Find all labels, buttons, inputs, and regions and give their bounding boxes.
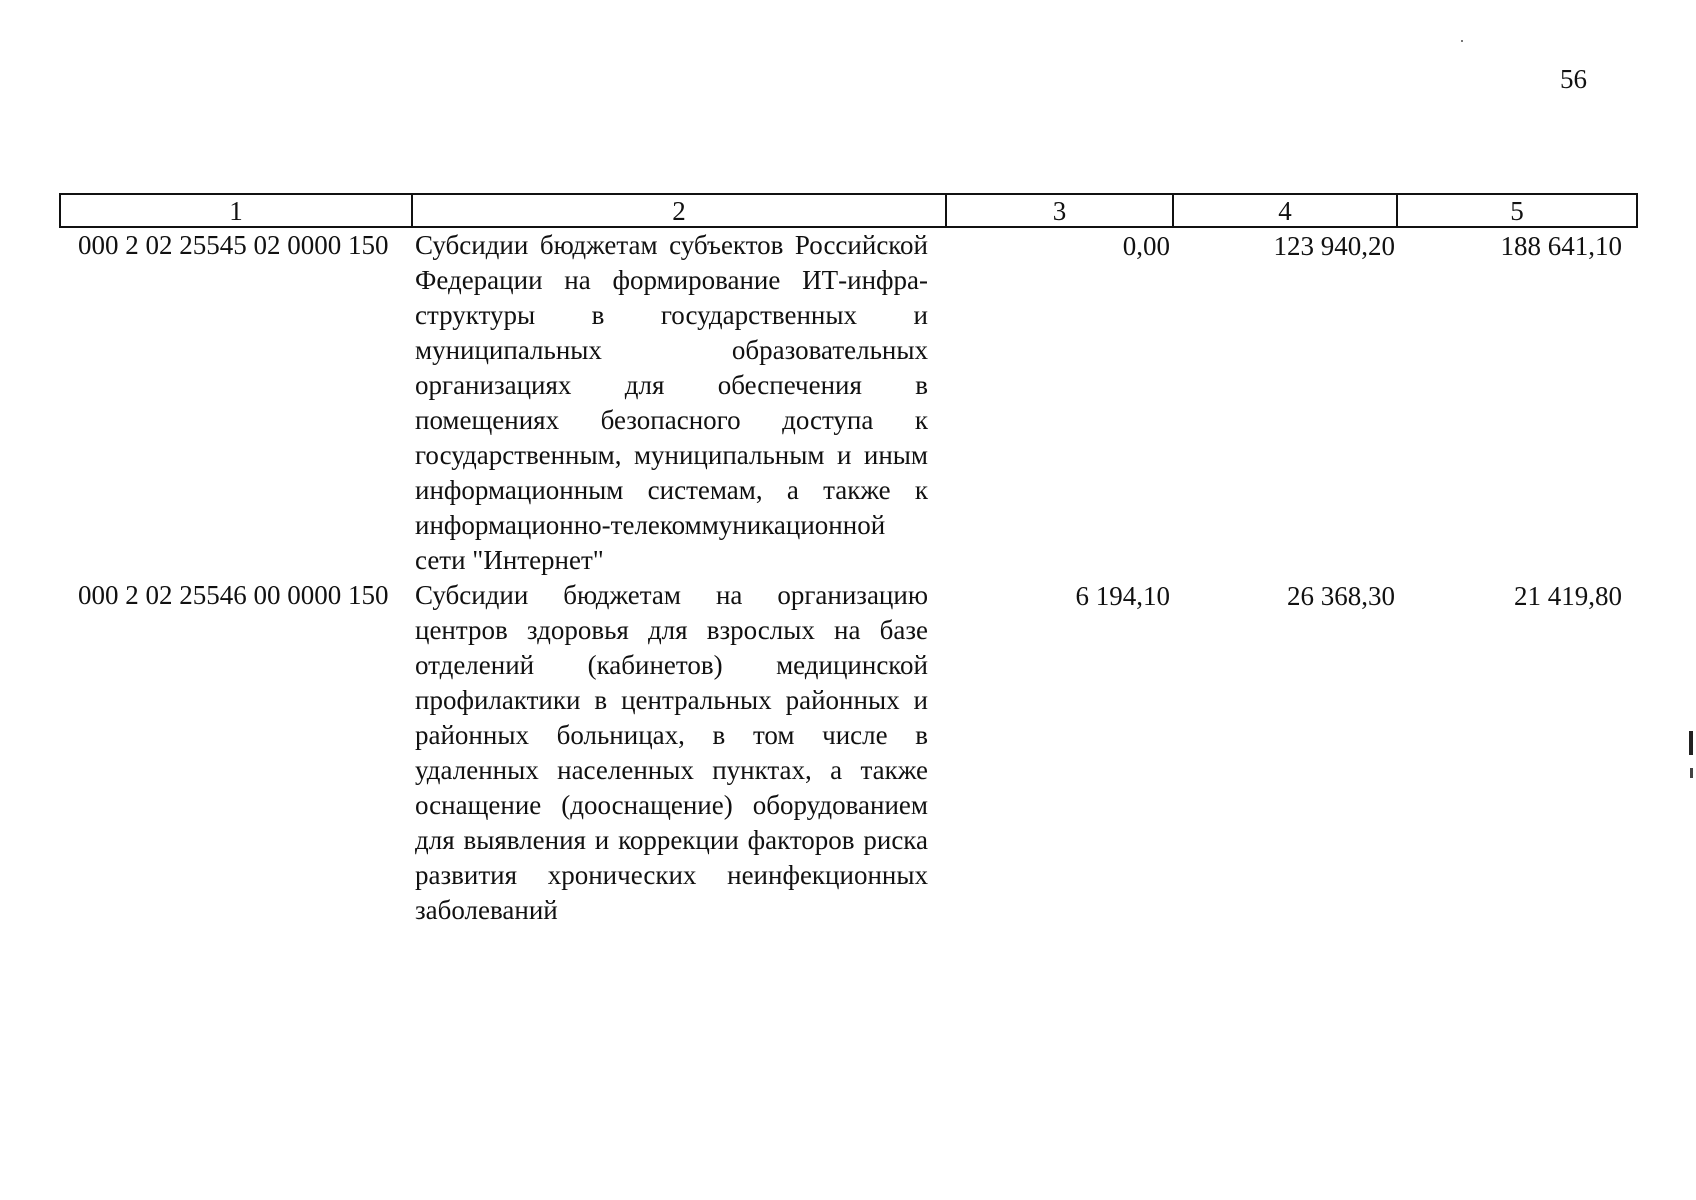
value-col3-cell: 6 194,10 <box>1075 581 1170 611</box>
column-header-2: 2 <box>412 194 946 227</box>
column-header-1: 1 <box>60 194 412 227</box>
value-col5-cell: 21 419,80 <box>1514 581 1622 611</box>
value-col5-cell: 188 641,10 <box>1500 231 1622 261</box>
value-col3-cell: 0,00 <box>1122 231 1170 261</box>
table-row <box>60 227 1637 578</box>
value-col4-cell: 26 368,30 <box>1287 581 1395 611</box>
subsidy-name-cell: Субсидии бюджетам на организацию центров здоровья для взрослых на базе отделений (кабинетов) медицинской профилактики в центральных районных и районных больницах, в том числе в удаленных населенных пунктах, а также оснащение (дооснащение) оборудованием для выявления и коррекции факторов риска развития хронических неинфекционных заболеваний <box>415 580 928 925</box>
scan-edge-mark <box>1689 731 1693 755</box>
header-row <box>60 194 1637 227</box>
budget-code-cell: 000 2 02 25545 02 0000 150 <box>78 230 389 260</box>
scan-edge-mark <box>1690 768 1693 778</box>
value-col4-cell: 123 940,20 <box>1273 231 1395 261</box>
column-header-4: 4 <box>1173 194 1397 227</box>
page-number: 56 <box>1560 64 1587 94</box>
scan-speck <box>1461 40 1463 42</box>
table-row <box>60 578 1637 928</box>
subsidy-name-cell: Субсидии бюджетам субъектов Российской Федерации на формирование ИТ-инфра-структуры в государственных и муниципальных образовательных организациях для обеспечения в помещениях безопасного доступа к государственным, муниципальным и иным информационным системам, а также к информационно-телекоммуникационной сети "Интернет" <box>415 230 928 575</box>
budget-table <box>59 193 1638 928</box>
column-header-3: 3 <box>946 194 1173 227</box>
column-header-5: 5 <box>1397 194 1637 227</box>
budget-code-cell: 000 2 02 25546 00 0000 150 <box>78 580 389 610</box>
